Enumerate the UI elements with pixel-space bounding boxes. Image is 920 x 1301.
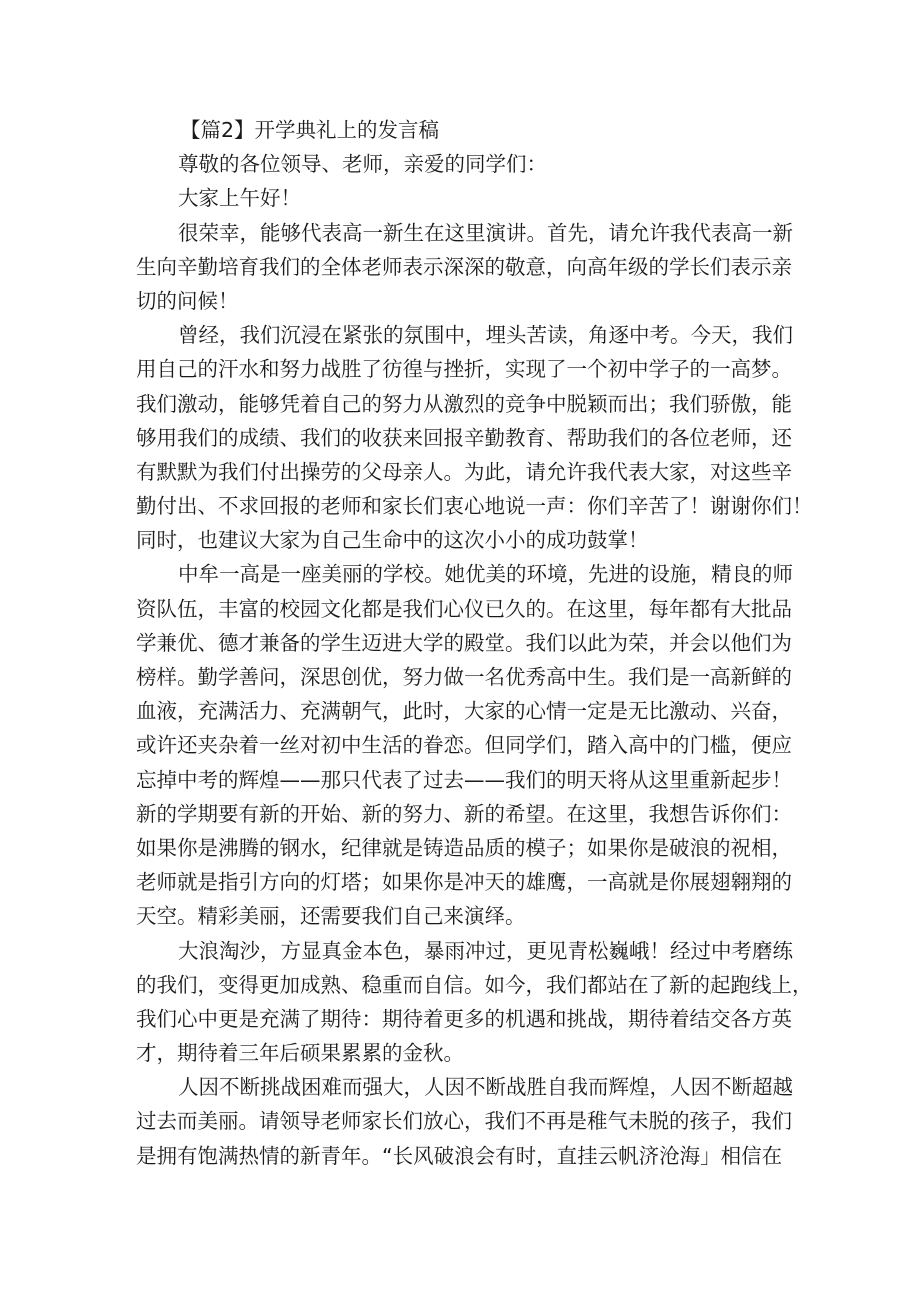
paragraph-5 xyxy=(136,1070,793,1173)
paragraph-line: 学兼优、德才兼备的学生迈进大学的殿堂。我们以此为荣，并会以他们为 xyxy=(136,630,792,655)
paragraph-line: 勤付出、不求回报的老师和家长们衷心地说一声：你们辛苦了！谢谢你们！ xyxy=(136,494,813,519)
paragraph-line: 的我们，变得更加成熟、稳重而自信。如今，我们都站在了新的起跑线上， xyxy=(136,972,813,997)
paragraph-line: 或许还夹杂着一丝对初中生活的眷恋。但同学们，踏入高中的门槛，便应 xyxy=(136,733,792,758)
paragraph-4 xyxy=(136,934,813,1071)
paragraph-line: 如果你是沸腾的钢水，纪律就是铸造品质的模子；如果你是破浪的祝相， xyxy=(136,835,792,860)
paragraph-line: 榜样。勤学善问，深思创优，努力做一名优秀高中生。我们是一高新鲜的 xyxy=(136,665,792,689)
paragraph-line: 曾经，我们沉浸在紧张的氛围中，埋头苦读，角逐中考。今天，我们 xyxy=(178,323,793,348)
paragraph-line: 是拥有饱满热情的新青年。“长风破浪会有时，直挂云帆济沧海」相信在 xyxy=(136,1143,783,1168)
paragraph-line: 同时，也建议大家为自己生命中的这次小小的成功鼓掌！ xyxy=(136,528,649,553)
paragraph-3 xyxy=(136,557,793,933)
document-page xyxy=(136,113,813,1173)
document-title: 【篇2】开学典礼上的发言稿 xyxy=(180,118,440,142)
paragraph-line: 新的学期要有新的开始、新的努力、新的希望。在这里，我想告诉你们： xyxy=(136,801,792,826)
paragraph-line: 天空。精彩美丽，还需要我们自己来演绎。 xyxy=(136,904,526,929)
paragraph-line: 老师就是指引方向的灯塔；如果你是冲天的雄鹰，一高就是你展翅翱翔的 xyxy=(136,870,792,895)
paragraph-line: 我们激动，能够凭着自己的努力从激烈的竞争中脱颖而出；我们骄傲，能 xyxy=(136,391,792,416)
paragraph-line: 才，期待着三年后硕果累累的金秋。 xyxy=(136,1041,464,1066)
paragraph-line: 有默默为我们付出操劳的父母亲人。为此，请允许我代表大家，对这些辛 xyxy=(136,459,792,484)
paragraph-line: 人因不断挑战困难而强大，人因不断战胜自我而辉煌，人因不断超越 xyxy=(178,1075,793,1100)
paragraph-line: 切的问候！ xyxy=(136,288,239,313)
paragraph-line: 血液，充满活力、充满朝气，此时，大家的心情一定是无比激动、兴奋， xyxy=(136,699,792,724)
paragraph-line: 用自己的汗水和努力战胜了彷徨与挫折，实现了一个初中学子的一高梦。 xyxy=(136,357,792,382)
paragraph-2 xyxy=(136,318,813,557)
paragraph-line: 很荣幸，能够代表高一新生在这里演讲。首先，请允许我代表高一新 xyxy=(178,220,793,245)
paragraph-line: 大浪淘沙，方显真金本色，暴雨冲过，更见青松巍峨！经过中考磨练 xyxy=(178,938,793,963)
paragraph-line: 生向辛勤培育我们的全体老师表示深深的敬意，向高年级的学长们表示亲 xyxy=(136,254,792,279)
paragraph-line: 过去而美丽。请领导老师家长们放心，我们不再是稚气未脱的孩子，我们 xyxy=(136,1109,792,1134)
paragraph-line: 我们心中更是充满了期待：期待着更多的机遇和挑战，期待着结交各方英 xyxy=(136,1006,792,1031)
paragraph-line: 中牟一高是一座美丽的学校。她优美的环境，先进的设施，精良的师 xyxy=(178,562,793,587)
greeting: 大家上午好！ xyxy=(178,186,301,211)
salutation: 尊敬的各位领导、老师，亲爱的同学们： xyxy=(178,152,547,177)
paragraph-line: 资队伍，丰富的校园文化都是我们心仪已久的。在这里，每年都有大批品 xyxy=(136,596,792,621)
paragraph-line: 够用我们的成绩、我们的收获来回报辛勤教育、帮助我们的各位老师，还 xyxy=(136,425,792,450)
paragraph-1 xyxy=(136,216,793,319)
paragraph-line: 忘掉中考的辉煌——那只代表了过去——我们的明天将从这里重新起步！ xyxy=(136,767,792,792)
